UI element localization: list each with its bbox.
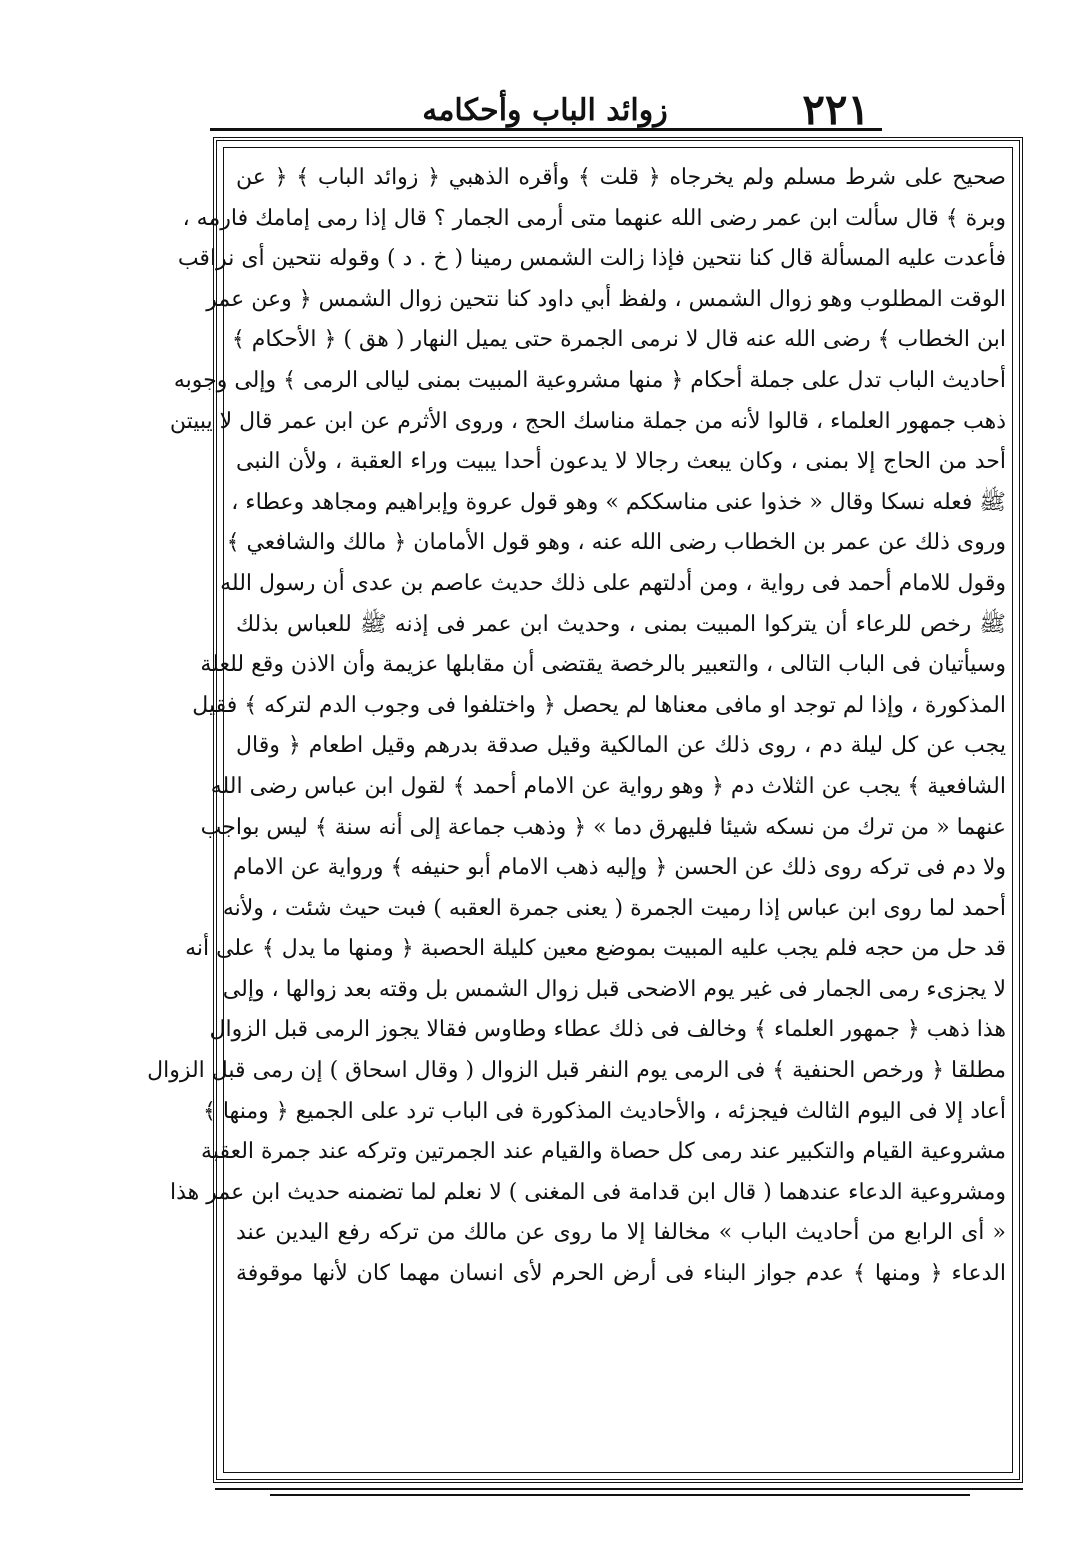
text-line: ومشروعية الدعاء عندهما ( قال ابن قدامة فى المغنى ) لا نعلم لما تضمنه حديث ابن عمر هذا — [170, 1179, 1006, 1205]
page-number: ٢٢١ — [802, 85, 870, 134]
text-line: وبرة ﴾ قال سألت ابن عمر رضى الله عنهما متى أرمى الجمار ؟ قال إذا رمى إمامك فارمه ، — [182, 205, 1006, 231]
text-line: ذهب جمهور العلماء ، قالوا لأنه من جملة مناسك الحج ، وروى الأثرم عن ابن عمر قال لا يبيتن — [169, 408, 1006, 434]
text-line: وسيأتيان فى الباب التالى ، والتعبير بالرخصة يقتضى أن مقابلها عزيمة وأن الاذن وقع للعلة — [200, 652, 1006, 678]
header-rule — [210, 128, 882, 131]
text-line: الشافعية ﴾ يجب عن الثلاث دم ﴿ وهو رواية عن الامام أحمد ﴾ لقول ابن عباس رضى الله — [210, 773, 1006, 799]
text-line: الدعاء ﴿ ومنها ﴾ عدم جواز البناء فى أرض الحرم لأى انسان مهما كان لأنها موقوفة — [236, 1261, 1006, 1287]
text-line: مشروعية القيام والتكبير عند رمى كل حصاة والقيام عند الجمرتين وتركه عند جمرة العقبة — [201, 1139, 1006, 1165]
text-line: أعاد إلا فى اليوم الثالث فيجزئه ، والأحاديث المذكورة فى الباب ترد على الجميع ﴿ ومنها ﴾ — [202, 1098, 1006, 1124]
text-line: صحيح على شرط مسلم ولم يخرجاه ﴿ قلت ﴾ وأقره الذهبي ﴿ زوائد الباب ﴾ ﴿ عن — [236, 165, 1006, 190]
text-line: الوقت المطلوب وهو زوال الشمس ، ولفظ أبي داود كنا نتحين زوال الشمس ﴿ وعن عمر — [206, 286, 1006, 312]
text-line: أحاديث الباب تدل على جملة أحكام ﴿ منها مشروعية المبيت بمنى ليالى الرمى ﴾ وإلى وجوبه — [173, 367, 1006, 393]
text-line: فأعدت عليه المسألة قال كنا نتحين فإذا زالت الشمس رمينا ( خ . د ) وقوله نتحين أى نراقب — [177, 246, 1006, 272]
text-line: قد حل من حجه فلم يجب عليه المبيت بموضع معين كليلة الحصبة ﴿ ومنها ما يدل ﴾ على أنه — [185, 936, 1006, 962]
footer-rule — [215, 1488, 1023, 1490]
text-line: لا يجزىء رمى الجمار فى غير يوم الاضحى قبل زوال الشمس بل وقته بعد زوالها ، وإلى — [222, 976, 1006, 1002]
text-line: مطلقا ﴿ ورخص الحنفية ﴾ فى الرمى يوم النفر قبل الزوال ( وقال اسحاق ) إن رمى قبل الزوال — [147, 1058, 1006, 1084]
text-line: أحد من الحاج إلا بمنى ، وكان يبعث رجالا لا يدعون أحدا يبيت وراء العقبة ، ولأن النبى — [236, 449, 1006, 475]
text-line: هذا ذهب ﴿ جمهور العلماء ﴾ وخالف فى ذلك عطاء وطاوس فقالا يجوز الرمى قبل الزوال — [209, 1017, 1006, 1043]
text-line: ﷺ رخص للرعاء أن يتركوا المبيت بمنى ، وحديث ابن عمر فى إذنه ﷺ للعباس بذلك — [236, 611, 1006, 637]
text-line: ﷺ فعله نسكا وقال « خذوا عنى مناسككم » وهو قول عروة وإبراهيم ومجاهد وعطاء ، — [231, 489, 1006, 515]
text-line: المذكورة ، وإذا لم توجد او مافى معناها لم يحصل ﴿ واختلفوا فى وجوب الدم لتركه ﴾ فقيل — [192, 692, 1006, 718]
text-line: وروى ذلك عن عمر بن الخطاب رضى الله عنه ، وهو قول الأمامان ﴿ مالك والشافعي ﴾ — [226, 530, 1006, 556]
text-line: يجب عن كل ليلة دم ، روى ذلك عن المالكية وقيل صدقة بدرهم وقيل اطعام ﴿ وقال — [236, 733, 1006, 759]
text-line: ابن الخطاب ﴾ رضى الله عنه قال لا نرمى الجمرة حتى يميل النهار ( هق ) ﴿ الأحكام ﴾ — [231, 327, 1006, 353]
text-line: عنهما « من ترك من نسكه شيئا فليهرق دما » ﴿ وذهب جماعة إلى أنه سنة ﴾ ليس بواجب — [200, 814, 1006, 840]
body-text — [147, 158, 1006, 1468]
text-line: ولا دم فى تركه روى ذلك عن الحسن ﴿ وإليه ذهب الامام أبو حنيفه ﴾ ورواية عن الامام — [233, 855, 1006, 881]
running-title: زوائد الباب وأحكامه — [422, 93, 668, 128]
footer-rule-secondary — [270, 1494, 970, 1496]
text-line: « أى الرابع من أحاديث الباب » مخالفا إلا ما روى عن مالك من تركه رفع اليدين عند — [236, 1220, 1006, 1246]
text-line: وقول للامام أحمد فى رواية ، ومن أدلتهم على ذلك حديث عاصم بن عدى أن رسول الله — [220, 570, 1006, 596]
text-line: أحمد لما روى ابن عباس إذا رميت الجمرة ( يعنى جمرة العقبه ) فبت حيث شئت ، ولأنه — [222, 895, 1006, 921]
